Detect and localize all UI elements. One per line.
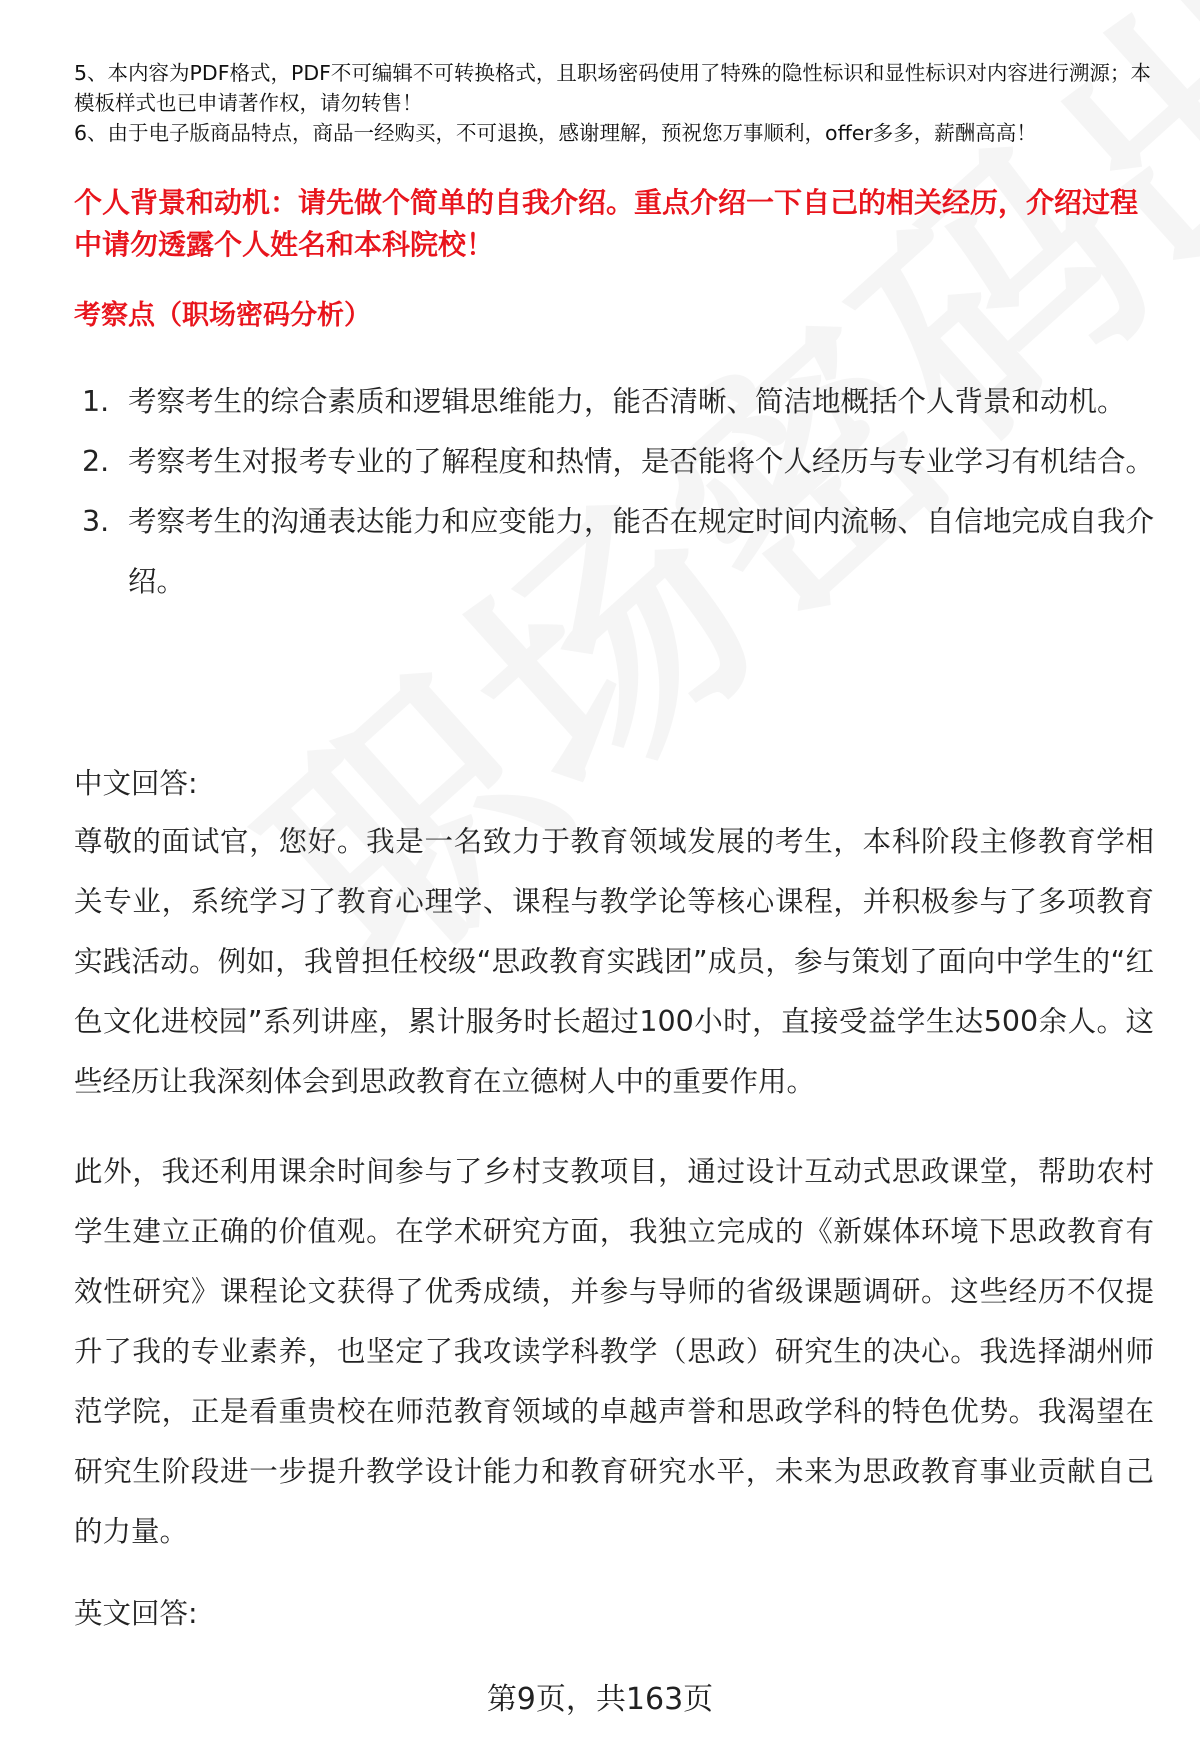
notice-block (74, 58, 1154, 148)
list-item-number: 2. (82, 445, 110, 478)
chinese-answer-paragraph-1: 尊敬的面试官，您好。我是一名致力于教育领域发展的考生，本科阶段主修教育学相关专业，系统学习了教育心理学、课程与教学论等核心课程，并积极参与了多项教育实践活动。例如，我曾担任校级“思政教育实践团”成员，参与策划了面向中学生的“红色文化进校园”系列讲座，累计服务时长超过100小时，直接受益学生达500余人。这些经历让我深刻体会到思政教育在立德树人中的重要作用。 (74, 825, 1154, 1098)
english-answer-label: 英文回答: (74, 1597, 198, 1630)
assessment-points-title: 考察点（职场密码分析） (74, 300, 371, 331)
list-item (82, 492, 1154, 612)
question-title: 个人背景和动机：请先做个简单的自我介绍。重点介绍一下自己的相关经历，介绍过程中请勿透露个人姓名和本科院校！ (74, 186, 1139, 261)
notice-line-5: 5、本内容为PDF格式，PDF不可编辑不可转换格式，且职场密码使用了特殊的隐性标识和显性标识对内容进行溯源；本模板样式也已申请著作权，请勿转售！ (74, 61, 1151, 115)
notice-line-6: 6、由于电子版商品特点，商品一经购买，不可退换，感谢理解，预祝您万事顺利，offer多多，薪酬高高！ (74, 121, 1037, 145)
list-item-text: 考察考生的沟通表达能力和应变能力，能否在规定时间内流畅、自信地完成自我介绍。 (128, 505, 1155, 598)
chinese-answer-paragraph-2: 此外，我还利用课余时间参与了乡村支教项目，通过设计互动式思政课堂，帮助农村学生建立正确的价值观。在学术研究方面，我独立完成的《新媒体环境下思政教育有效性研究》课程论文获得了优秀成绩，并参与导师的省级课题调研。这些经历不仅提升了我的专业素养，也坚定了我攻读学科教学（思政）研究生的决心。我选择湖州师范学院，正是看重贵校在师范教育领域的卓越声誉和思政学科的特色优势。我渴望在研究生阶段进一步提升教学设计能力和教育研究水平，未来为思政教育事业贡献自己的力量。 (74, 1155, 1154, 1548)
chinese-answer-label: 中文回答: (74, 767, 198, 800)
list-item-text: 考察考生的综合素质和逻辑思维能力，能否清晰、简洁地概括个人背景和动机。 (128, 385, 1126, 418)
list-item-number: 1. (82, 385, 110, 418)
assessment-points-list (82, 372, 1154, 612)
list-item (82, 432, 1154, 492)
list-item-text: 考察考生对报考专业的了解程度和热情，是否能将个人经历与专业学习有机结合。 (128, 445, 1155, 478)
page-indicator: 第9页，共163页 (486, 1682, 714, 1717)
list-item (82, 372, 1154, 432)
list-item-number: 3. (82, 505, 110, 538)
